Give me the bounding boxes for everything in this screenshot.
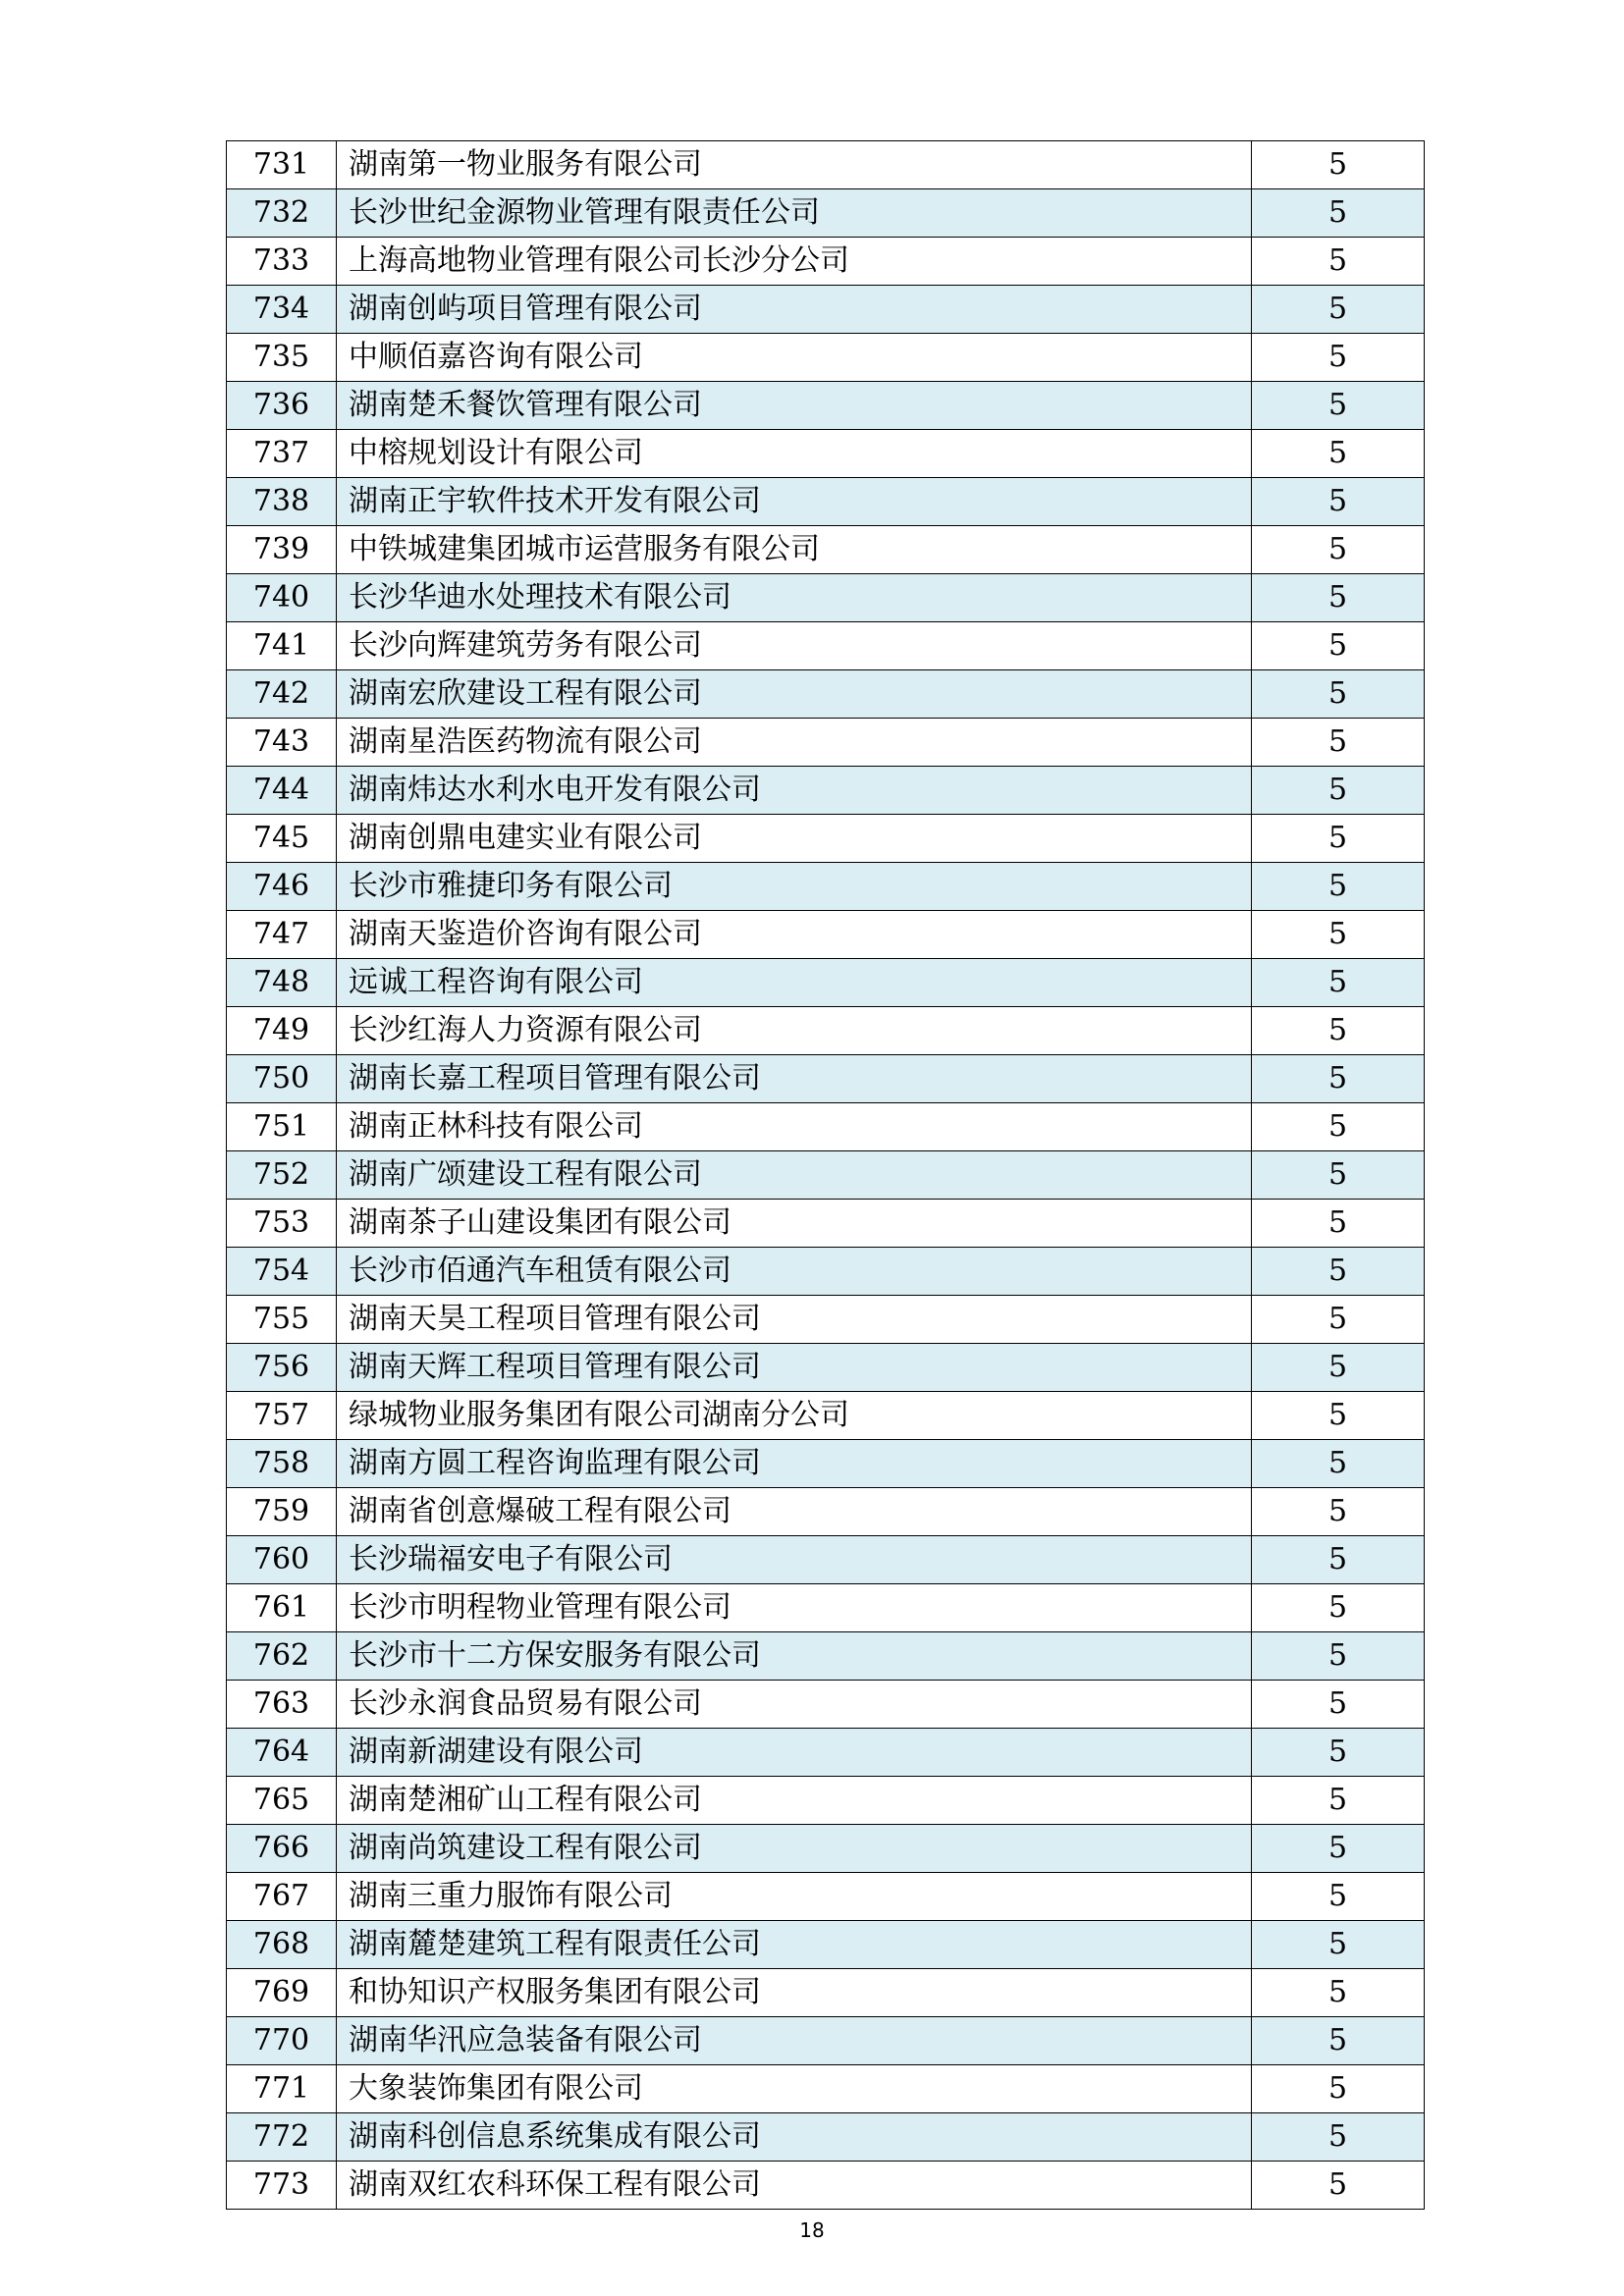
score-cell: 5 [1252, 1873, 1425, 1921]
company-name-cell: 长沙市明程物业管理有限公司 [337, 1584, 1252, 1632]
score-cell: 5 [1252, 767, 1425, 815]
score-cell: 5 [1252, 2017, 1425, 2065]
row-number-cell: 742 [227, 670, 337, 719]
row-number-cell: 751 [227, 1103, 337, 1151]
table-row [227, 1584, 1425, 1632]
table-row [227, 141, 1425, 189]
score-cell: 5 [1252, 1055, 1425, 1103]
company-name-cell: 上海高地物业管理有限公司长沙分公司 [337, 238, 1252, 286]
company-name-cell: 湖南华汛应急装备有限公司 [337, 2017, 1252, 2065]
score-cell: 5 [1252, 286, 1425, 334]
company-name-cell: 湖南正林科技有限公司 [337, 1103, 1252, 1151]
company-name-cell: 湖南宏欣建设工程有限公司 [337, 670, 1252, 719]
company-name-cell: 湖南楚禾餐饮管理有限公司 [337, 382, 1252, 430]
score-cell: 5 [1252, 959, 1425, 1007]
page-number: 18 [799, 2218, 825, 2242]
table-row [227, 767, 1425, 815]
table-row [227, 2162, 1425, 2210]
table-row [227, 1488, 1425, 1536]
company-name-cell: 湖南天辉工程项目管理有限公司 [337, 1344, 1252, 1392]
row-number-cell: 758 [227, 1440, 337, 1488]
row-number-cell: 740 [227, 574, 337, 622]
company-name-cell: 湖南麓楚建筑工程有限责任公司 [337, 1921, 1252, 1969]
row-number-cell: 771 [227, 2065, 337, 2113]
table-row [227, 382, 1425, 430]
table-row [227, 430, 1425, 478]
score-cell: 5 [1252, 1488, 1425, 1536]
company-name-cell: 湖南新湖建设有限公司 [337, 1729, 1252, 1777]
company-name-cell: 湖南天昊工程项目管理有限公司 [337, 1296, 1252, 1344]
table-row [227, 574, 1425, 622]
score-cell: 5 [1252, 622, 1425, 670]
table-row [227, 670, 1425, 719]
score-cell: 5 [1252, 478, 1425, 526]
row-number-cell: 753 [227, 1200, 337, 1248]
table-row [227, 1825, 1425, 1873]
row-number-cell: 743 [227, 719, 337, 767]
row-number-cell: 769 [227, 1969, 337, 2017]
table-row [227, 1248, 1425, 1296]
table-row [227, 959, 1425, 1007]
row-number-cell: 767 [227, 1873, 337, 1921]
table-row [227, 1729, 1425, 1777]
row-number-cell: 745 [227, 815, 337, 863]
table-row [227, 2113, 1425, 2162]
score-cell: 5 [1252, 1825, 1425, 1873]
table-row [227, 1344, 1425, 1392]
score-cell: 5 [1252, 141, 1425, 189]
row-number-cell: 754 [227, 1248, 337, 1296]
row-number-cell: 770 [227, 2017, 337, 2065]
row-number-cell: 772 [227, 2113, 337, 2162]
row-number-cell: 768 [227, 1921, 337, 1969]
company-name-cell: 长沙市十二方保安服务有限公司 [337, 1632, 1252, 1681]
company-name-cell: 湖南楚湘矿山工程有限公司 [337, 1777, 1252, 1825]
company-name-cell: 长沙红海人力资源有限公司 [337, 1007, 1252, 1055]
company-name-cell: 湖南星浩医药物流有限公司 [337, 719, 1252, 767]
score-cell: 5 [1252, 574, 1425, 622]
row-number-cell: 763 [227, 1681, 337, 1729]
score-cell: 5 [1252, 1584, 1425, 1632]
company-name-cell: 湖南广颂建设工程有限公司 [337, 1151, 1252, 1200]
table-row [227, 1200, 1425, 1248]
score-cell: 5 [1252, 1200, 1425, 1248]
company-name-cell: 湖南天鉴造价咨询有限公司 [337, 911, 1252, 959]
company-name-cell: 长沙市雅捷印务有限公司 [337, 863, 1252, 911]
score-cell: 5 [1252, 334, 1425, 382]
table-row [227, 2017, 1425, 2065]
score-cell: 5 [1252, 1969, 1425, 2017]
company-name-cell: 湖南尚筑建设工程有限公司 [337, 1825, 1252, 1873]
table-row [227, 286, 1425, 334]
score-cell: 5 [1252, 1729, 1425, 1777]
score-cell: 5 [1252, 1681, 1425, 1729]
row-number-cell: 752 [227, 1151, 337, 1200]
company-name-cell: 湖南正宇软件技术开发有限公司 [337, 478, 1252, 526]
table-row [227, 719, 1425, 767]
table-row [227, 1007, 1425, 1055]
table-row [227, 863, 1425, 911]
score-cell: 5 [1252, 1296, 1425, 1344]
table-row [227, 334, 1425, 382]
table-row [227, 1536, 1425, 1584]
company-name-cell: 湖南第一物业服务有限公司 [337, 141, 1252, 189]
score-cell: 5 [1252, 1007, 1425, 1055]
score-cell: 5 [1252, 815, 1425, 863]
row-number-cell: 738 [227, 478, 337, 526]
row-number-cell: 735 [227, 334, 337, 382]
company-name-cell: 湖南省创意爆破工程有限公司 [337, 1488, 1252, 1536]
company-name-cell: 绿城物业服务集团有限公司湖南分公司 [337, 1392, 1252, 1440]
company-name-cell: 长沙市佰通汽车租赁有限公司 [337, 1248, 1252, 1296]
company-name-cell: 中顺佰嘉咨询有限公司 [337, 334, 1252, 382]
table-row [227, 1103, 1425, 1151]
row-number-cell: 765 [227, 1777, 337, 1825]
score-cell: 5 [1252, 430, 1425, 478]
table-row [227, 478, 1425, 526]
score-cell: 5 [1252, 911, 1425, 959]
score-cell: 5 [1252, 863, 1425, 911]
table-row [227, 526, 1425, 574]
row-number-cell: 748 [227, 959, 337, 1007]
table-row [227, 1777, 1425, 1825]
company-name-cell: 中铁城建集团城市运营服务有限公司 [337, 526, 1252, 574]
score-cell: 5 [1252, 1248, 1425, 1296]
row-number-cell: 739 [227, 526, 337, 574]
score-cell: 5 [1252, 526, 1425, 574]
company-name-cell: 湖南双红农科环保工程有限公司 [337, 2162, 1252, 2210]
row-number-cell: 759 [227, 1488, 337, 1536]
row-number-cell: 746 [227, 863, 337, 911]
table-row [227, 238, 1425, 286]
company-name-cell: 长沙永润食品贸易有限公司 [337, 1681, 1252, 1729]
table-row [227, 1440, 1425, 1488]
score-cell: 5 [1252, 1777, 1425, 1825]
score-cell: 5 [1252, 2065, 1425, 2113]
table-row [227, 189, 1425, 238]
score-cell: 5 [1252, 189, 1425, 238]
company-name-cell: 长沙世纪金源物业管理有限责任公司 [337, 189, 1252, 238]
company-score-table [226, 140, 1425, 2210]
company-name-cell: 中榕规划设计有限公司 [337, 430, 1252, 478]
row-number-cell: 732 [227, 189, 337, 238]
row-number-cell: 757 [227, 1392, 337, 1440]
table-row [227, 1151, 1425, 1200]
score-cell: 5 [1252, 1151, 1425, 1200]
company-name-cell: 湖南方圆工程咨询监理有限公司 [337, 1440, 1252, 1488]
table-row [227, 1921, 1425, 1969]
company-name-cell: 大象装饰集团有限公司 [337, 2065, 1252, 2113]
row-number-cell: 737 [227, 430, 337, 478]
company-name-cell: 湖南创屿项目管理有限公司 [337, 286, 1252, 334]
row-number-cell: 741 [227, 622, 337, 670]
row-number-cell: 736 [227, 382, 337, 430]
row-number-cell: 747 [227, 911, 337, 959]
row-number-cell: 761 [227, 1584, 337, 1632]
row-number-cell: 760 [227, 1536, 337, 1584]
table-row [227, 1392, 1425, 1440]
score-cell: 5 [1252, 1392, 1425, 1440]
company-name-cell: 湖南炜达水利水电开发有限公司 [337, 767, 1252, 815]
row-number-cell: 756 [227, 1344, 337, 1392]
score-cell: 5 [1252, 1440, 1425, 1488]
score-cell: 5 [1252, 382, 1425, 430]
table-row [227, 911, 1425, 959]
score-cell: 5 [1252, 1632, 1425, 1681]
row-number-cell: 766 [227, 1825, 337, 1873]
company-name-cell: 长沙向辉建筑劳务有限公司 [337, 622, 1252, 670]
score-cell: 5 [1252, 1103, 1425, 1151]
score-cell: 5 [1252, 2162, 1425, 2210]
table-row [227, 2065, 1425, 2113]
table-row [227, 1632, 1425, 1681]
score-cell: 5 [1252, 719, 1425, 767]
company-name-cell: 和协知识产权服务集团有限公司 [337, 1969, 1252, 2017]
company-name-cell: 湖南茶子山建设集团有限公司 [337, 1200, 1252, 1248]
table-row [227, 1055, 1425, 1103]
company-name-cell: 长沙华迪水处理技术有限公司 [337, 574, 1252, 622]
row-number-cell: 762 [227, 1632, 337, 1681]
score-cell: 5 [1252, 2113, 1425, 2162]
table-body [227, 141, 1425, 2210]
score-cell: 5 [1252, 238, 1425, 286]
table-row [227, 1969, 1425, 2017]
row-number-cell: 750 [227, 1055, 337, 1103]
row-number-cell: 764 [227, 1729, 337, 1777]
score-cell: 5 [1252, 1536, 1425, 1584]
row-number-cell: 755 [227, 1296, 337, 1344]
row-number-cell: 733 [227, 238, 337, 286]
table-row [227, 1296, 1425, 1344]
table-row [227, 1681, 1425, 1729]
row-number-cell: 734 [227, 286, 337, 334]
score-cell: 5 [1252, 1344, 1425, 1392]
score-cell: 5 [1252, 1921, 1425, 1969]
company-name-cell: 远诚工程咨询有限公司 [337, 959, 1252, 1007]
company-name-cell: 湖南创鼎电建实业有限公司 [337, 815, 1252, 863]
company-name-cell: 湖南长嘉工程项目管理有限公司 [337, 1055, 1252, 1103]
table-row [227, 622, 1425, 670]
row-number-cell: 731 [227, 141, 337, 189]
table-row [227, 1873, 1425, 1921]
company-name-cell: 湖南科创信息系统集成有限公司 [337, 2113, 1252, 2162]
score-cell: 5 [1252, 670, 1425, 719]
row-number-cell: 744 [227, 767, 337, 815]
row-number-cell: 749 [227, 1007, 337, 1055]
company-name-cell: 长沙瑞福安电子有限公司 [337, 1536, 1252, 1584]
company-name-cell: 湖南三重力服饰有限公司 [337, 1873, 1252, 1921]
table-row [227, 815, 1425, 863]
row-number-cell: 773 [227, 2162, 337, 2210]
